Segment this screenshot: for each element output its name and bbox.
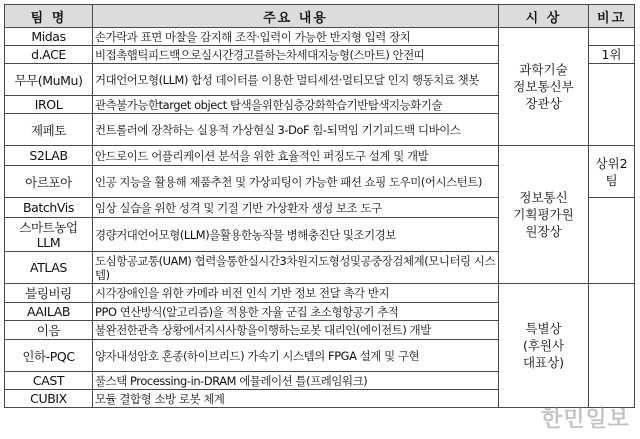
team-name: 제페토 bbox=[5, 114, 93, 146]
team-name: 스마트농업 LLM bbox=[5, 218, 93, 252]
project-description: 시각장애인을 위한 카메라 비전 인식 기반 정보 전달 촉각 반지 bbox=[93, 284, 499, 303]
award-line: 기획평가원 bbox=[513, 207, 574, 222]
note-top-two bbox=[589, 146, 635, 198]
note-empty bbox=[589, 284, 635, 408]
table-header-row bbox=[5, 5, 635, 28]
note-line: 상위2 bbox=[595, 155, 628, 171]
note-empty bbox=[589, 64, 635, 146]
award-line: 정보통신부 bbox=[513, 79, 574, 94]
note-empty bbox=[589, 198, 635, 284]
project-description: 임상 실습을 위한 성격 및 기질 기반 가상환자 생성 보조 도구 bbox=[93, 198, 499, 218]
project-description: 손가락과 표면 마찰을 감지해 조작·입력이 가능한 반지형 입력 장치 bbox=[93, 28, 499, 46]
award-line: (후원사 bbox=[522, 338, 565, 353]
project-description: 풀스택 Processing-in-DRAM 에뮬레이션 틀(프레임워크) bbox=[93, 372, 499, 390]
award-cell-minister bbox=[499, 28, 589, 146]
project-description: 경량거대언어모형(LLM)을활용한농작물 병해충진단 및조기경보 bbox=[93, 218, 499, 252]
award-line: 정보통신 bbox=[519, 190, 568, 205]
project-description: 비접촉햅틱피드백으로실시간경고를하는차세대지능형(스마트) 안전띠 bbox=[93, 46, 499, 64]
award-line: 장관상 bbox=[525, 96, 562, 111]
project-description: 컨트롤러에 장착하는 실용적 가상현실 3-DoF 힘-되먹임 기기피드백 디바이스 bbox=[93, 114, 499, 146]
note-empty bbox=[589, 28, 635, 46]
team-name: S2LAB bbox=[5, 146, 93, 166]
header-content: 주요 내용 bbox=[93, 5, 499, 28]
header-award: 시 상 bbox=[499, 5, 589, 28]
team-name: IROL bbox=[5, 96, 93, 114]
team-name: 인하-PQC bbox=[5, 340, 93, 372]
project-description: 모듈 결합형 소방 로봇 체계 bbox=[93, 390, 499, 408]
team-name: AAILAB bbox=[5, 303, 93, 321]
team-name: ATLAS bbox=[5, 252, 93, 284]
header-team: 팀 명 bbox=[5, 5, 93, 28]
table-row bbox=[5, 28, 635, 46]
awards-table-container bbox=[4, 4, 635, 408]
note-line: 팀 bbox=[605, 172, 618, 188]
project-description: 도심항공교통(UAM) 협력을통한실시간3차원지도형성및공중장검체계(모니터링 시스템) bbox=[93, 252, 499, 284]
award-line: 대표상) bbox=[522, 355, 565, 370]
team-name: 이음 bbox=[5, 321, 93, 340]
team-name: CUBIX bbox=[5, 390, 93, 408]
team-name: Midas bbox=[5, 28, 93, 46]
project-description: PPO 연산방식(알고리즘)을 적용한 자율 군집 초소형항공기 추적 bbox=[93, 303, 499, 321]
team-name: BatchVis bbox=[5, 198, 93, 218]
table-row bbox=[5, 284, 635, 303]
award-line: 과학기술 bbox=[519, 62, 568, 77]
team-name: CAST bbox=[5, 372, 93, 390]
newspaper-watermark: 한민일보 bbox=[540, 407, 630, 432]
team-name: 아르포아 bbox=[5, 166, 93, 198]
project-description: 불완전한관측 상황에서지시사항을이행하는로봇 대리인(에이전트) 개발 bbox=[93, 321, 499, 340]
award-cell-special bbox=[499, 284, 589, 408]
header-note: 비고 bbox=[589, 5, 635, 28]
project-description: 양자내성암호 혼종(하이브리드) 가속기 시스템의 FPGA 설계 및 구현 bbox=[93, 340, 499, 372]
award-cell-iitp bbox=[499, 146, 589, 284]
project-description: 안드로이드 어플리케이션 분석을 위한 효율적인 퍼징도구 설계 및 개발 bbox=[93, 146, 499, 166]
team-name: d.ACE bbox=[5, 46, 93, 64]
award-line: 원장상 bbox=[525, 224, 562, 239]
team-name: 블링비링 bbox=[5, 284, 93, 303]
note-first-place: 1위 bbox=[589, 46, 635, 64]
awards-table bbox=[4, 4, 635, 408]
award-line: 특별상 bbox=[525, 321, 562, 336]
project-description: 인공 지능을 활용해 제품추천 및 가상피팅이 가능한 패션 쇼핑 도우미(어시스턴트) bbox=[93, 166, 499, 198]
project-description: 거대언어모형(LLM) 합성 데이터를 이용한 멀티세션·멀티모달 인지 행동치료 챗봇 bbox=[93, 64, 499, 96]
team-name: 무무(MuMu) bbox=[5, 64, 93, 96]
project-description: 관측불가능한target object 탐색을위한심층강화학습기반탐색지능화기술 bbox=[93, 96, 499, 114]
table-row bbox=[5, 146, 635, 166]
